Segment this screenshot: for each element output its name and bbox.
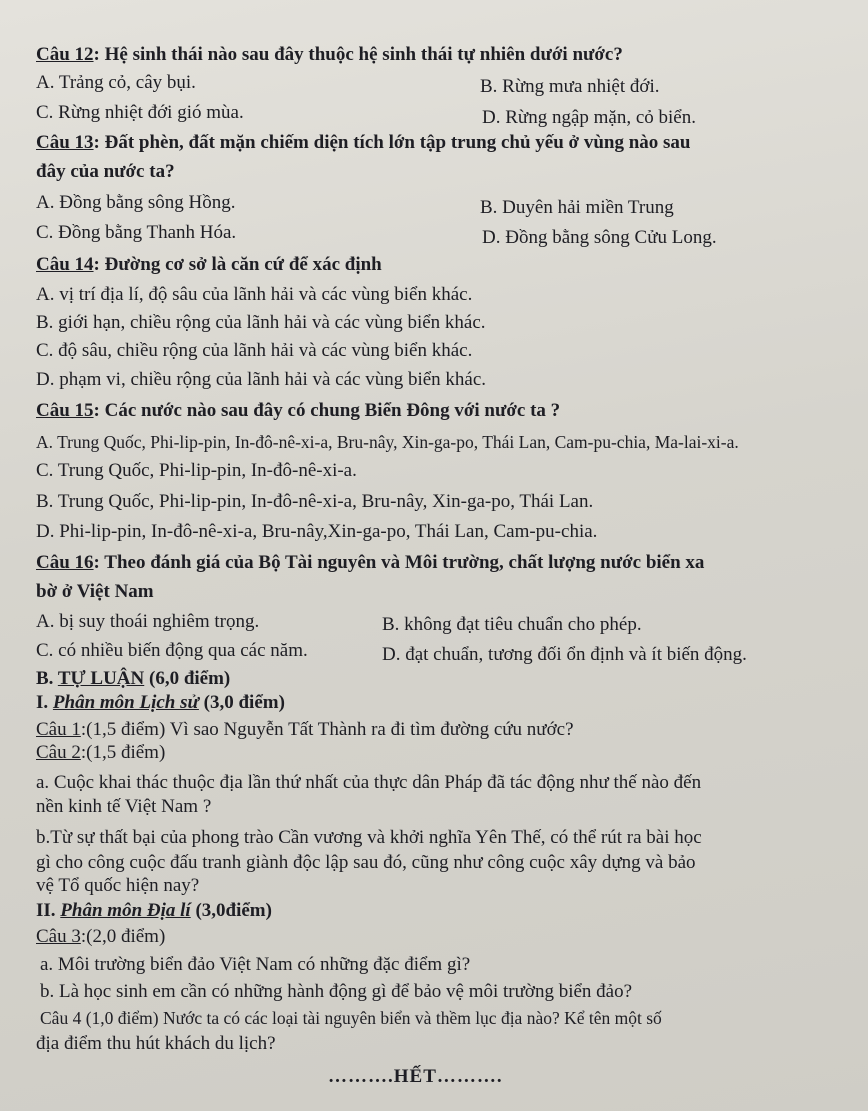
q16-question [36,551,704,575]
q13-text: : Đất phèn, đất mặn chiếm diện tích lớn tập trung chủ yếu ở vùng nào sau [93,132,691,153]
q13-question [36,131,691,155]
q12-option-b: B. Rừng mưa nhiệt đới. [480,76,660,97]
q15-text: : Các nước nào sau đây có chung Biển Đông với nước ta ? [93,400,561,421]
geography-q4-line2: địa điểm thu hút khách du lịch? [36,1033,276,1054]
history-q2a-line1: a. Cuộc khai thác thuộc địa lần thứ nhất của thực dân Pháp đã tác động như thế nào đến [36,772,702,793]
q13-option-a: A. Đồng bằng sông Hồng. [36,192,236,213]
q16-option-d: D. đạt chuẩn, tương đối ổn định và ít biến động. [382,644,747,665]
q12-option-c: C. Rừng nhiệt đới gió mùa. [36,102,244,123]
geography-q3-text: :(2,0 điểm) [80,926,166,947]
history-q2-text: :(1,5 điểm) [80,742,166,763]
history-q2b-line1: b.Từ sự thất bại của phong trào Cần vương và khởi nghĩa Yên Thế, có thể rút ra bài học [36,827,702,848]
essay-points: (6,0 điểm) [149,668,231,689]
geography-q3a: a. Môi trường biển đảo Việt Nam có những đặc điểm gì? [40,954,471,975]
q15-label: Câu 15 [36,400,94,421]
q16-option-c: C. có nhiều biến động qua các năm. [36,640,308,661]
essay-prefix: B. [36,668,54,689]
q16-question-cont: bờ ở Việt Nam [36,581,154,602]
geography-title: Phân môn Địa lí [60,900,191,921]
geography-points: (3,0điểm) [195,900,272,921]
q14-question [36,253,382,277]
q16-option-a: A. bị suy thoái nghiêm trọng. [36,611,260,632]
history-points: (3,0 điểm) [203,692,285,713]
history-q2b-line3: vệ Tổ quốc hiện nay? [36,875,200,896]
q14-text: : Đường cơ sở là căn cứ để xác định [93,254,382,275]
q16-label: Câu 16 [36,552,94,573]
q13-option-c: C. Đồng bằng Thanh Hóa. [36,222,237,243]
q12-text: : Hệ sinh thái nào sau đây thuộc hệ sinh thái tự nhiên dưới nước? [93,44,623,65]
history-prefix: I. [36,692,49,713]
q13-option-b: B. Duyên hải miền Trung [480,197,674,218]
history-q1 [36,718,574,742]
history-title: Phân môn Lịch sử [52,692,199,713]
history-q2 [36,741,165,765]
geography-q4-line1: Câu 4 (1,0 điểm) Nước ta có các loại tài nguyên biển và thềm lục địa nào? Kể tên một số [40,1008,662,1028]
q14-option-b: B. giới hạn, chiều rộng của lãnh hải và các vùng biển khác. [36,312,486,333]
geography-q3 [36,925,165,949]
history-q1-text: :(1,5 điểm) Vì sao Nguyễn Tất Thành ra đi tìm đường cứu nước? [80,719,574,740]
q16-text: : Theo đánh giá của Bộ Tài nguyên và Môi trường, chất lượng nước biển xa [93,552,705,573]
end-marker: ……….HẾT………. [328,1066,503,1087]
geography-prefix: II. [36,900,56,921]
history-q2-label: Câu 2 [36,742,81,763]
q15-option-c: C. Trung Quốc, Phi-lip-pin, In-đô-nê-xi-a. [36,460,357,481]
q13-option-d: D. Đồng bằng sông Cửu Long. [482,227,717,248]
geography-heading [36,899,272,923]
essay-title: TỰ LUẬN [57,668,145,689]
q14-label: Câu 14 [36,254,94,275]
history-q2a-line2: nền kinh tế Việt Nam ? [36,796,212,817]
geography-q3-label: Câu 3 [36,926,81,947]
q12-label: Câu 12 [36,44,94,65]
q14-option-a: A. vị trí địa lí, độ sâu của lãnh hải và các vùng biển khác. [36,284,473,305]
q12-question [36,43,623,67]
q15-option-a: A. Trung Quốc, Phi-lip-pin, In-đô-nê-xi-a, Bru-nây, Xin-ga-po, Thái Lan, Cam-pu-chia, Ma-lai-xi-a. [36,432,739,452]
history-q2b-line2: gì cho công cuộc đấu tranh giành độc lập sau đó, cũng như công cuộc xây dựng và bảo [36,852,696,873]
history-heading [36,691,285,715]
essay-heading [36,667,230,691]
q12-option-d: D. Rừng ngập mặn, cỏ biển. [482,107,696,128]
q13-label: Câu 13 [36,132,94,153]
q15-option-b: B. Trung Quốc, Phi-lip-pin, In-đô-nê-xi-a, Bru-nây, Xin-ga-po, Thái Lan. [36,491,594,512]
q16-option-b: B. không đạt tiêu chuẩn cho phép. [382,614,642,635]
q14-option-c: C. độ sâu, chiều rộng của lãnh hải và các vùng biển khác. [36,340,473,361]
q12-option-a: A. Trảng cỏ, cây bụi. [36,72,196,93]
history-q1-label: Câu 1 [36,719,81,740]
q15-question [36,399,560,423]
geography-q3b: b. Là học sinh em cần có những hành động gì để bảo vệ môi trường biển đảo? [40,981,633,1002]
q14-option-d: D. phạm vi, chiều rộng của lãnh hải và các vùng biển khác. [36,369,487,390]
q15-option-d: D. Phi-lip-pin, In-đô-nê-xi-a, Bru-nây,Xin-ga-po, Thái Lan, Cam-pu-chia. [36,521,598,542]
q13-question-cont: đây của nước ta? [36,161,175,182]
